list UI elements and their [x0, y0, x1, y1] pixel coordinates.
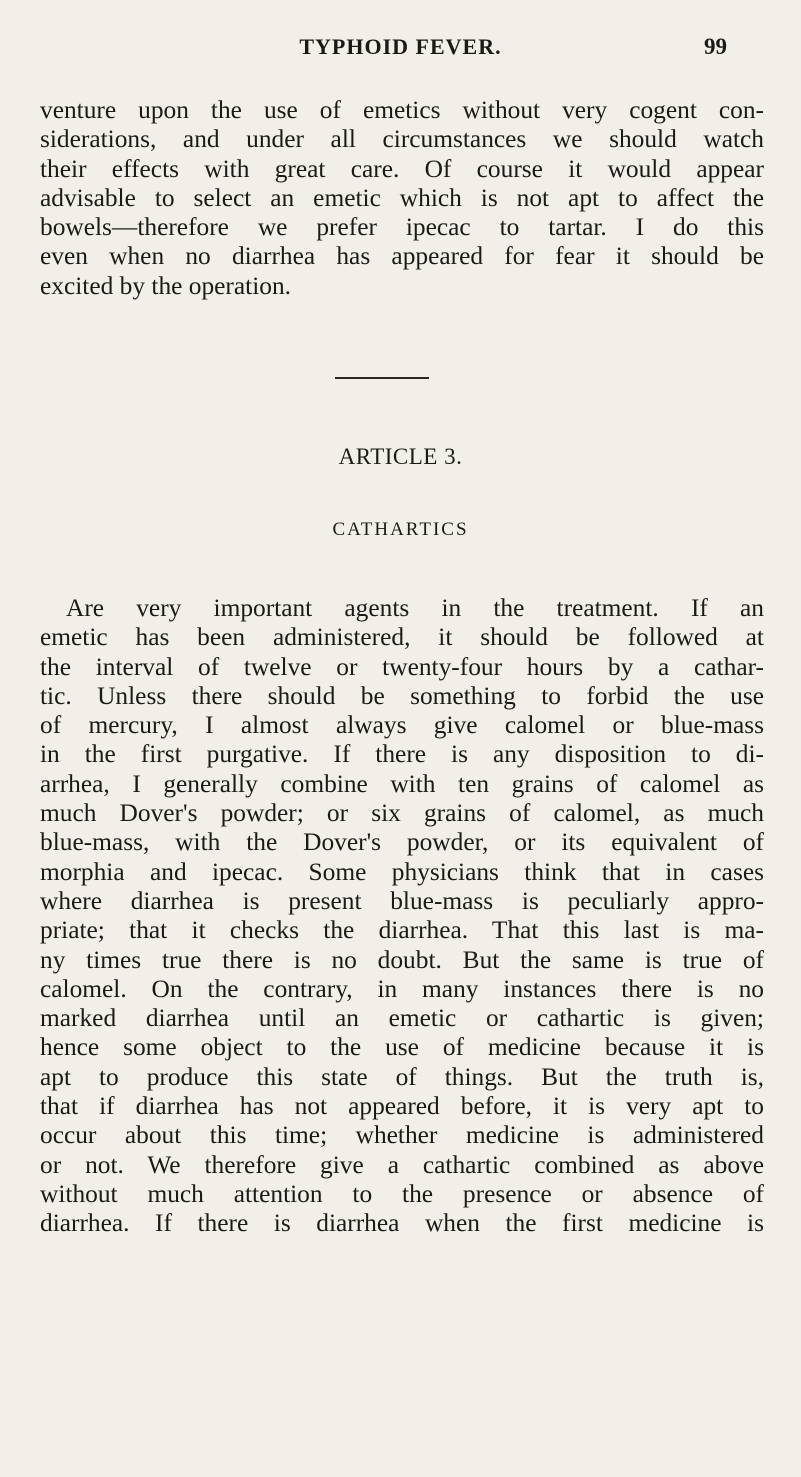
- text-line: hence some object to the use of medicine because it is: [40, 1033, 764, 1062]
- text-line: calomel. On the contrary, in many instances there is no: [40, 974, 764, 1003]
- text-line: excited by the operation.: [40, 271, 291, 300]
- text-line: venture upon the use of emetics without very cogent con-: [40, 96, 764, 124]
- text-line: bowels—therefore we prefer ipecac to tartar. I do this: [40, 213, 764, 242]
- text-line: or not. We therefore give a cathartic combined as above: [40, 1150, 764, 1179]
- text-line: blue-mass, with the Dover's powder, or its equivalent of: [40, 828, 764, 857]
- text-line: in the first purgative. If there is any disposition to di-: [40, 740, 764, 769]
- text-line: morphia and ipecac. Some physicians think that in cases: [40, 857, 764, 886]
- paragraph-1: [40, 96, 764, 301]
- paragraph-2: [40, 594, 764, 1239]
- text-line: Are very important agents in the treatment. If an: [66, 594, 764, 622]
- text-line: where diarrhea is present blue-mass is peculiarly appro-: [40, 886, 764, 915]
- text-line: of mercury, I almost always give calomel or blue-mass: [40, 711, 764, 740]
- text-line: siderations, and under all circumstances we should watch: [40, 125, 764, 154]
- text-line: that if diarrhea has not appeared before, it is very apt to: [40, 1092, 764, 1121]
- text-line: diarrhea. If there is diarrhea when the first medicine is: [40, 1209, 764, 1238]
- text-line: emetic has been administered, it should be followed at: [40, 623, 764, 652]
- article-heading: ARTICLE 3.: [338, 444, 463, 469]
- text-line: their effects with great care. Of course it would appear: [40, 154, 764, 183]
- running-head: [0, 34, 801, 64]
- text-line: occur about this time; whether medicine is administered: [40, 1121, 764, 1150]
- page-number: 99: [704, 34, 727, 59]
- text-line: priate; that it checks the diarrhea. That this last is ma-: [40, 916, 764, 945]
- running-title: TYPHOID FEVER.: [299, 34, 502, 59]
- text-line: advisable to select an emetic which is not apt to affect the: [40, 183, 764, 212]
- text-line: much Dover's powder; or six grains of calomel, as much: [40, 799, 764, 828]
- text-line: marked diarrhea until an emetic or cathartic is given;: [40, 1004, 764, 1033]
- section-divider: [335, 377, 429, 379]
- text-line: tic. Unless there should be something to forbid the use: [40, 681, 764, 710]
- text-line: without much attention to the presence or absence of: [40, 1179, 764, 1208]
- section-heading: CATHARTICS: [332, 519, 469, 540]
- text-line: the interval of twelve or twenty-four hours by a cathar-: [40, 652, 764, 681]
- text-line: even when no diarrhea has appeared for fear it should be: [40, 242, 764, 271]
- text-line: apt to produce this state of things. But the truth is,: [40, 1062, 764, 1091]
- text-line: arrhea, I generally combine with ten grains of calomel as: [40, 769, 764, 798]
- text-line: ny times true there is no doubt. But the same is true of: [40, 945, 764, 974]
